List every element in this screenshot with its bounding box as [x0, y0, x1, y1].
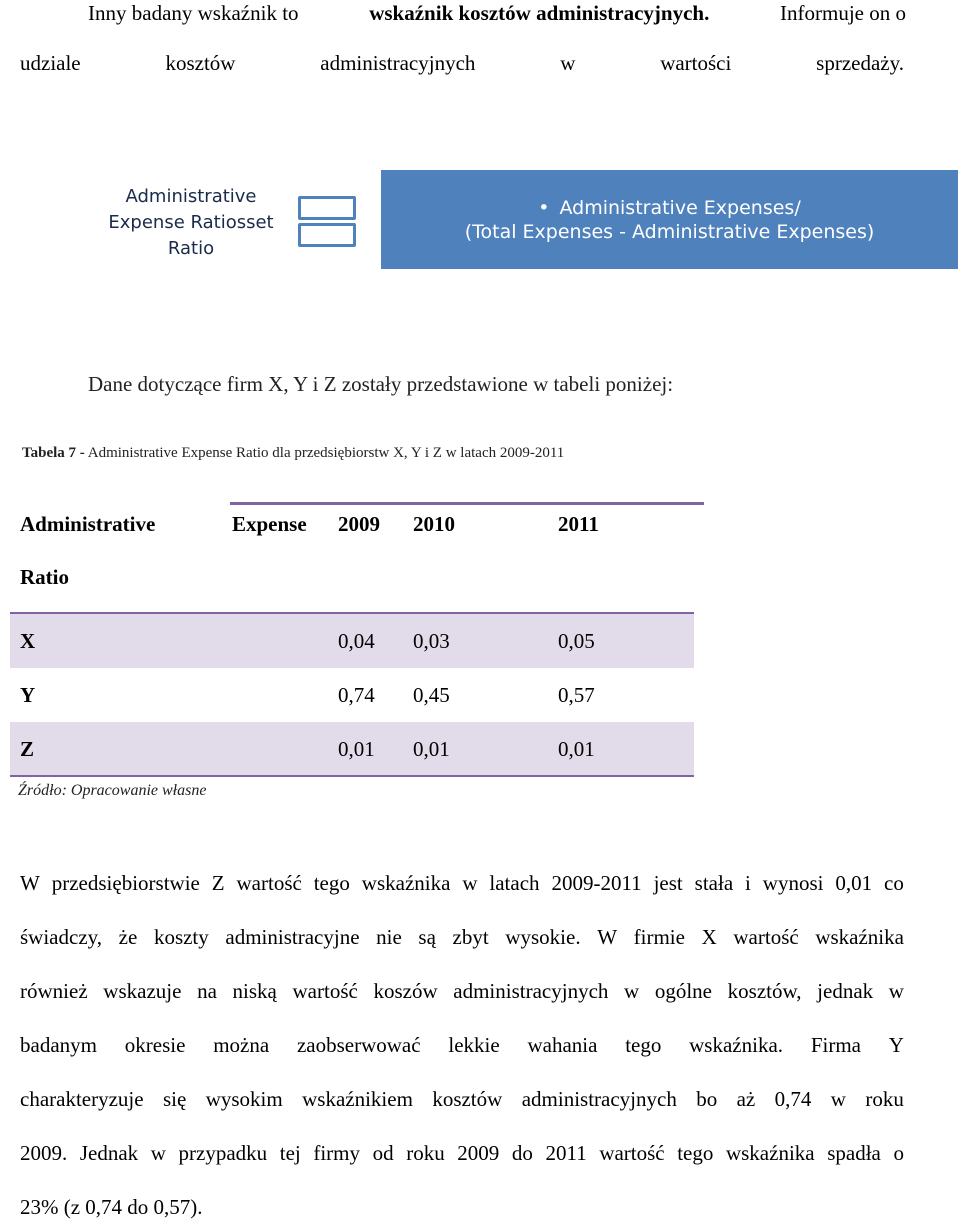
- intro-text-bold: wskaźnik kosztów administracyjnych.: [369, 1, 710, 25]
- formula-line-1: Administrative Expenses/: [559, 196, 801, 219]
- paragraph-word: wysokie.: [505, 925, 581, 949]
- section-subtitle: Dane dotyczące firm X, Y i Z zostały przedstawione w tabeli poniżej:: [88, 372, 674, 396]
- paragraph-word: niską: [232, 979, 277, 1003]
- row-value-2011: 0,01: [558, 737, 595, 761]
- intro-word: administracyjnych: [320, 51, 476, 75]
- row-value-2010: 0,03: [413, 629, 450, 653]
- paragraph-word: w: [624, 979, 640, 1003]
- header-year-2009: 2009: [338, 512, 380, 536]
- paragraph-word: przypadku: [178, 1141, 268, 1165]
- intro-word: w: [560, 51, 576, 75]
- row-value-2009: 0,04: [338, 629, 375, 653]
- paragraph-word: tego: [677, 1141, 714, 1165]
- paragraph-word: okresie: [124, 1033, 186, 1057]
- paragraph-word: wartość: [599, 1141, 665, 1165]
- paragraph-line: [20, 1140, 904, 1166]
- paragraph-word: nie: [376, 925, 402, 949]
- table-row: [10, 668, 694, 722]
- row-value-2011: 0,57: [558, 683, 595, 707]
- paragraph-word: wynosi: [762, 871, 824, 895]
- paragraph-line: 23% (z 0,74 do 0,57).: [20, 1195, 203, 1219]
- paragraph-word: administracyjne: [225, 925, 360, 949]
- diagram-formula-box: [381, 170, 958, 269]
- paragraph-word: w: [462, 871, 478, 895]
- paragraph-word: również: [20, 979, 88, 1003]
- paragraph-line: [20, 870, 904, 896]
- paragraph-word: administracyjnych: [453, 979, 609, 1003]
- paragraph-word: kosztów,: [727, 979, 802, 1003]
- paragraph-word: 2009: [457, 1141, 500, 1165]
- paragraph-line: [20, 1086, 904, 1112]
- paragraph-word: Jednak: [79, 1141, 139, 1165]
- paragraph-word: do: [511, 1141, 533, 1165]
- intro-word: kosztów: [165, 51, 236, 75]
- intro-word: udziale: [20, 51, 81, 75]
- paragraph-word: tego: [313, 871, 350, 895]
- row-value-2011: 0,05: [558, 629, 595, 653]
- source-note: Źródło: Opracowanie własne: [18, 782, 207, 799]
- paragraph-word: świadczy,: [20, 925, 103, 949]
- paragraph-word: 0,01: [835, 871, 873, 895]
- paragraph-word: W: [597, 925, 618, 949]
- table-caption: [22, 443, 564, 463]
- paragraph-word: wskaźnikiem: [302, 1087, 413, 1111]
- header-cell-expense: Expense: [232, 512, 307, 536]
- caption-label: Tabela 7 -: [22, 445, 85, 461]
- paragraph-word: 2011: [545, 1141, 587, 1165]
- paragraph-word: wartość: [733, 925, 799, 949]
- paragraph-word: charakteryzuje: [20, 1087, 144, 1111]
- paragraph-word: jest: [653, 871, 683, 895]
- paragraph-word: ogólne: [654, 979, 712, 1003]
- header-year-2010: 2010: [413, 512, 455, 536]
- paragraph-word: latach: [489, 871, 540, 895]
- paragraph-word: administracyjnych: [521, 1087, 677, 1111]
- paragraph-word: wskaźnika: [361, 871, 451, 895]
- paragraph-word: W: [20, 871, 40, 895]
- paragraph-word: wartość: [236, 871, 302, 895]
- paragraph-word: firmy: [313, 1141, 361, 1165]
- paragraph-word: koszów: [373, 979, 438, 1003]
- paragraph-word: wskazuje: [103, 979, 182, 1003]
- list-icon: [298, 196, 356, 248]
- row-value-2009: 0,74: [338, 683, 375, 707]
- paragraph-word: jednak: [817, 979, 874, 1003]
- header-cell-ratio: Ratio: [20, 565, 69, 589]
- paragraph-word: przedsiębiorstwie: [51, 871, 200, 895]
- paragraph-word: roku: [865, 1087, 904, 1111]
- paragraph-line: [20, 1032, 904, 1058]
- table-row: [10, 614, 694, 668]
- paragraph-word: tego: [625, 1033, 662, 1057]
- paragraph-word: od: [372, 1141, 394, 1165]
- formula-line-2: (Total Expenses - Administrative Expenses): [464, 220, 875, 243]
- paragraph-word: można: [213, 1033, 270, 1057]
- paragraph-word: wahania: [527, 1033, 598, 1057]
- row-value-2009: 0,01: [338, 737, 375, 761]
- paragraph-line: [20, 924, 904, 950]
- paragraph-word: Y: [888, 1033, 904, 1057]
- paragraph-word: Firma: [810, 1033, 861, 1057]
- paragraph-word: co: [884, 871, 904, 895]
- paragraph-word: wskaźnika: [725, 1141, 815, 1165]
- paragraph-word: roku: [406, 1141, 445, 1165]
- paragraph-word: kosztów: [432, 1087, 503, 1111]
- paragraph-word: stała: [694, 871, 734, 895]
- intro-word: wartości: [660, 51, 732, 75]
- table-row: [10, 722, 694, 776]
- paragraph-word: tej: [279, 1141, 301, 1165]
- header-cell-administrative: Administrative: [20, 512, 156, 536]
- paragraph-word: zbyt: [452, 925, 489, 949]
- table-header: [10, 505, 694, 614]
- row-value-2010: 0,45: [413, 683, 450, 707]
- paragraph-word: lekkie: [448, 1033, 500, 1057]
- paragraph-word: o: [893, 1141, 904, 1165]
- row-value-2010: 0,01: [413, 737, 450, 761]
- intro-line-2: [20, 50, 904, 76]
- intro-line-1: [88, 0, 906, 26]
- paragraph-word: w: [888, 979, 904, 1003]
- paragraph-word: 2009-2011: [551, 871, 642, 895]
- paragraph-word: koszty: [153, 925, 209, 949]
- row-name: Z: [20, 737, 35, 761]
- paragraph-word: 0,74: [774, 1087, 812, 1111]
- paragraph-word: że: [118, 925, 138, 949]
- intro-text-post: Informuje on o: [780, 1, 906, 25]
- paragraph-word: zaobserwować: [296, 1033, 421, 1057]
- paragraph-word: badanym: [20, 1033, 97, 1057]
- row-name: Y: [20, 683, 36, 707]
- paragraph-word: w: [150, 1141, 166, 1165]
- bullet-icon: •: [538, 196, 550, 219]
- paragraph-word: X: [701, 925, 717, 949]
- paragraph-word: na: [197, 979, 217, 1003]
- paragraph-word: wartość: [292, 979, 358, 1003]
- intro-text-pre: Inny badany wskaźnik to: [88, 1, 299, 25]
- header-year-2011: 2011: [558, 512, 599, 536]
- paragraph-word: spadła: [827, 1141, 881, 1165]
- paragraph-word: bo: [696, 1087, 718, 1111]
- paragraph-word: i: [745, 871, 751, 895]
- paragraph-word: w: [830, 1087, 846, 1111]
- paragraph-word: firmie: [633, 925, 685, 949]
- table-bottom-border: [10, 775, 694, 777]
- intro-word: sprzedaży.: [816, 51, 904, 75]
- paragraph-word: wysokim: [205, 1087, 283, 1111]
- paragraph-word: Z: [211, 871, 225, 895]
- paragraph-word: są: [418, 925, 436, 949]
- row-name: X: [20, 629, 36, 653]
- paragraph-line: [20, 978, 904, 1004]
- caption-text: Administrative Expense Ratio dla przedsiębiorstw X, Y i Z w latach 2009-2011: [87, 445, 565, 461]
- paragraph-word: aż: [736, 1087, 756, 1111]
- paragraph-word: wskaźnika: [815, 925, 904, 949]
- paragraph-word: wskaźnika.: [689, 1033, 784, 1057]
- paragraph-word: 2009.: [20, 1141, 68, 1165]
- diagram-left-label: Administrative Expense Ratiosset Ratio: [108, 186, 274, 259]
- paragraph-word: się: [162, 1087, 187, 1111]
